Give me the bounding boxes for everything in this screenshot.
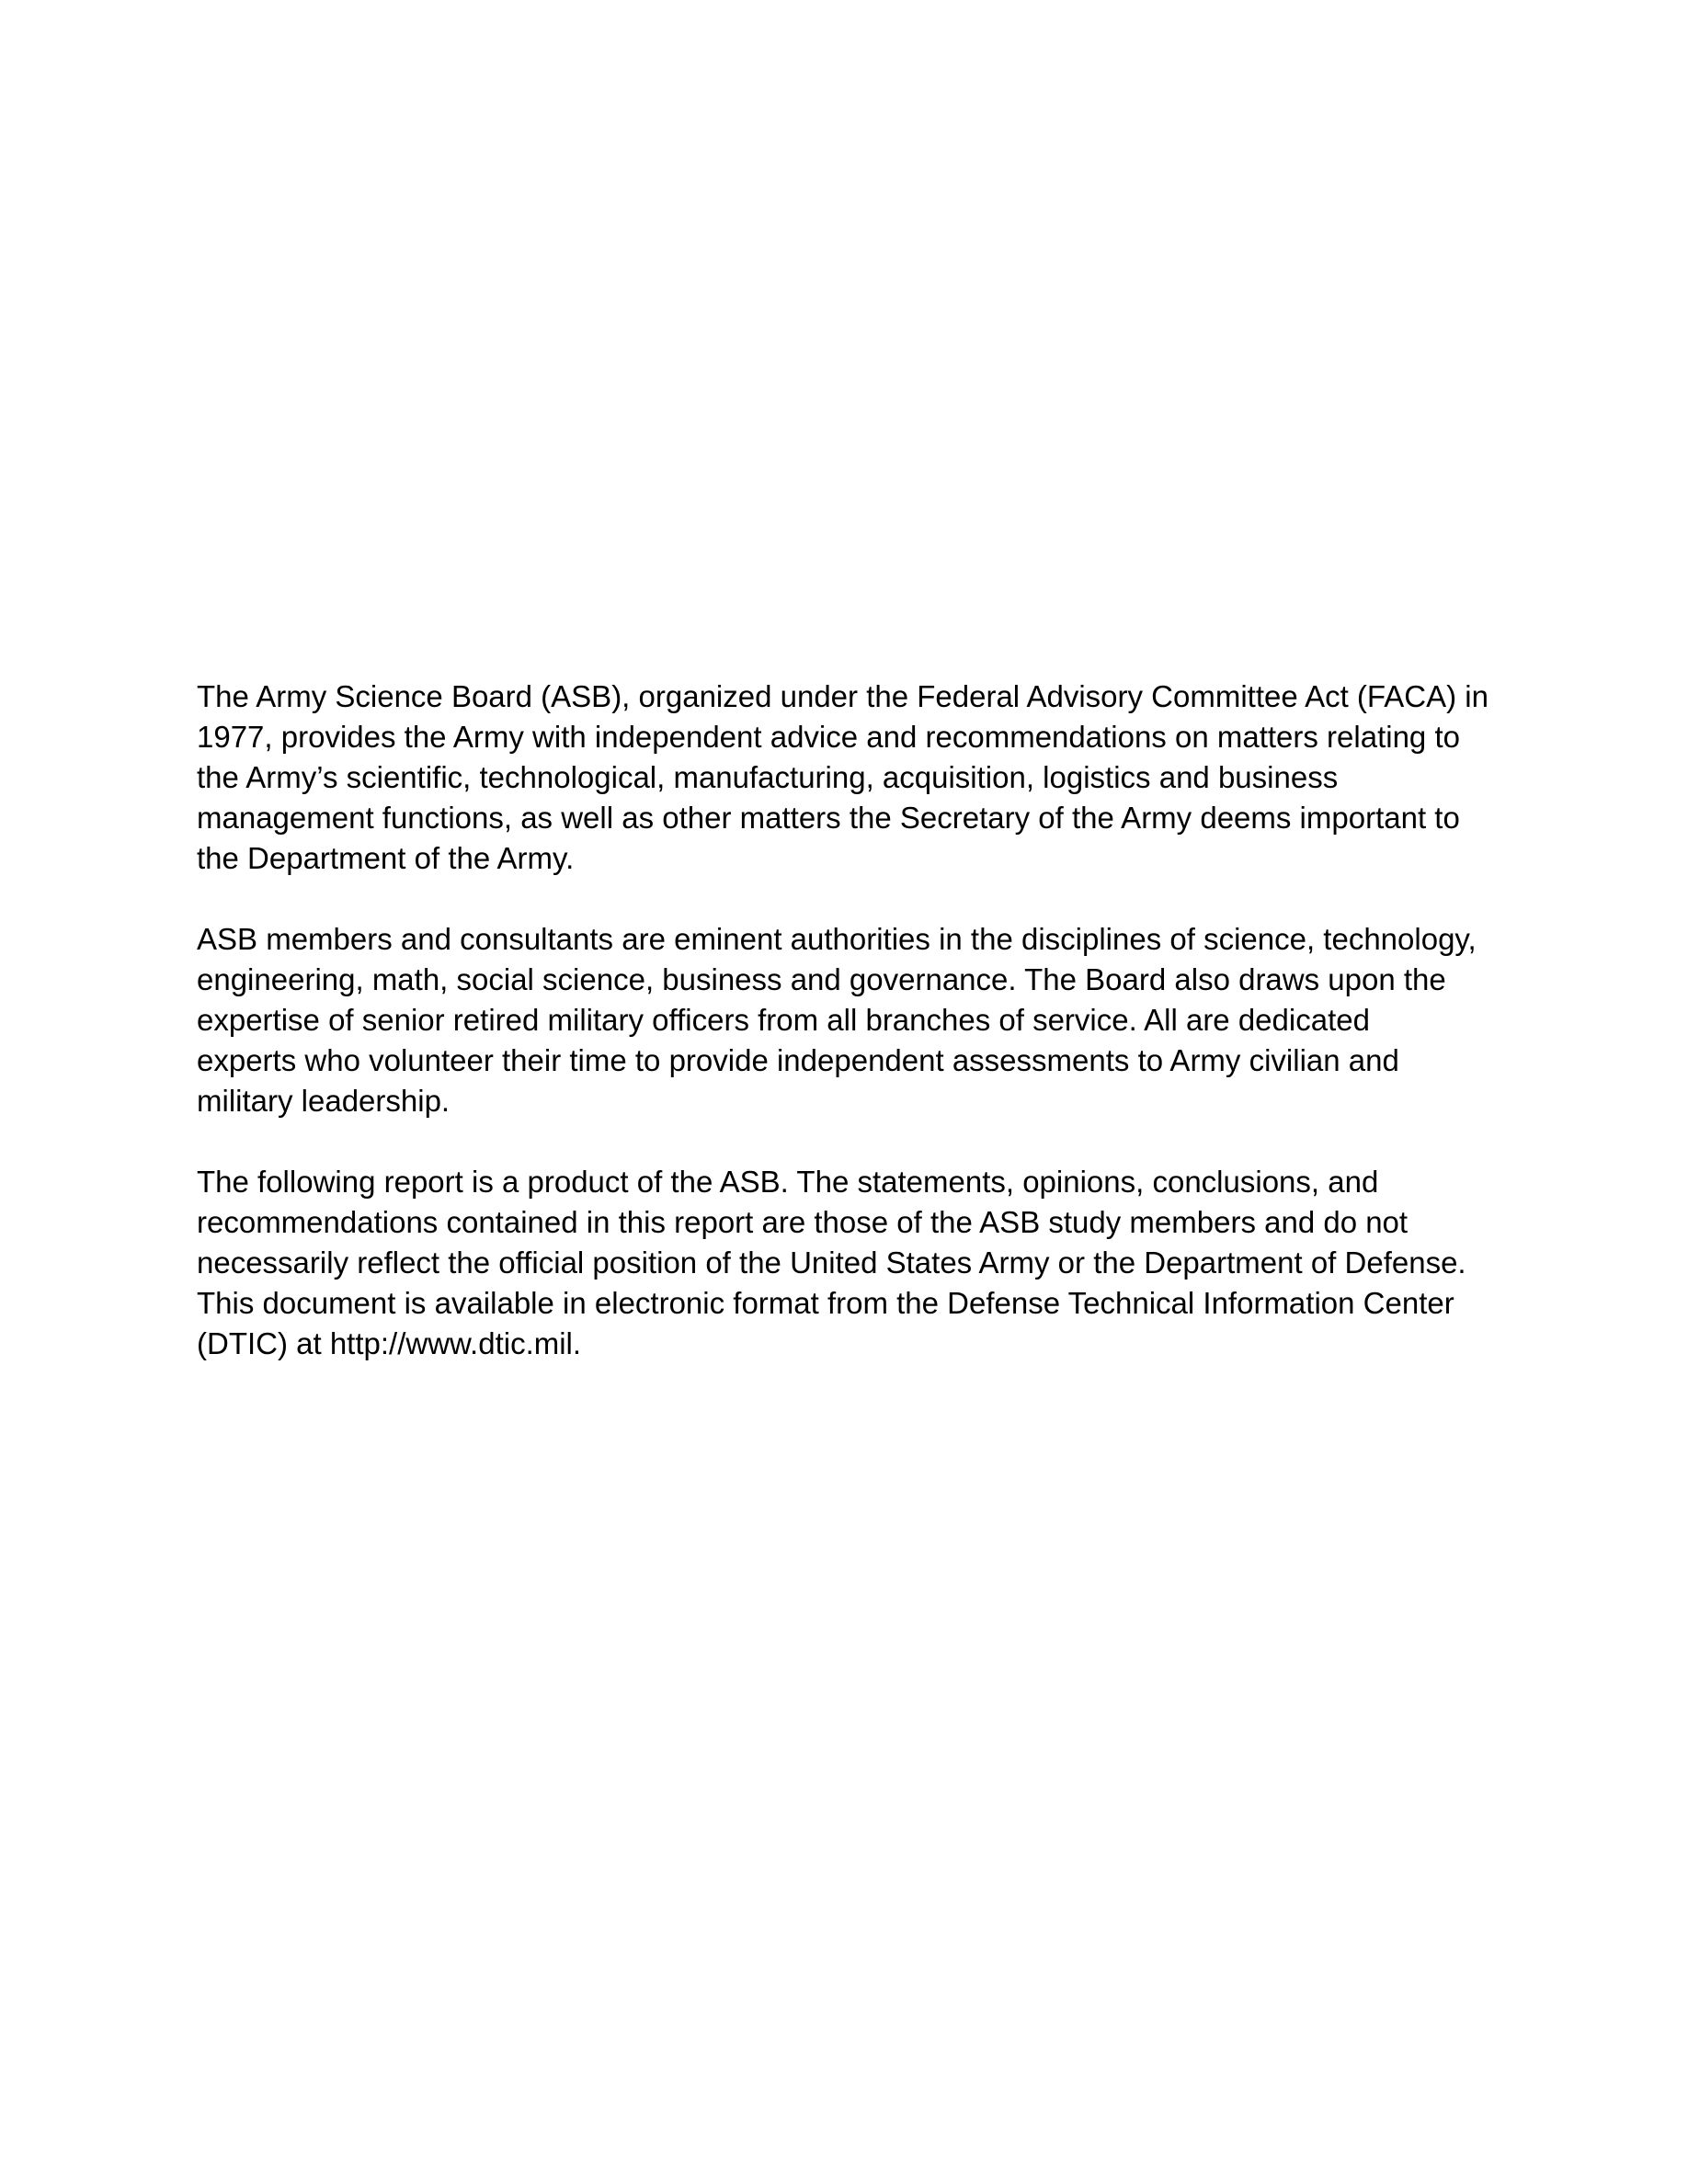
paragraph-line: recommendations contained in this report are those of the ASB study members and do not: [197, 1205, 1409, 1239]
paragraph-line: the Army’s scientific, technological, manufacturing, acquisition, logistics and business: [197, 760, 1339, 794]
paragraph-line: engineering, math, social science, business and governance. The Board also draws upon the: [197, 962, 1446, 996]
paragraph-line: The following report is a product of the ASB. The statements, opinions, conclusions, and: [197, 1165, 1379, 1199]
paragraph-line: the Department of the Army.: [197, 841, 575, 875]
paragraph-line: necessarily reflect the official position of the United States Army or the Department of Defense.: [197, 1246, 1466, 1280]
paragraph-line: 1977, provides the Army with independent advice and recommendations on matters relating to: [197, 720, 1460, 754]
paragraph-line: expertise of senior retired military officers from all branches of service. All are dedicated: [197, 1003, 1370, 1037]
paragraph-line: ASB members and consultants are eminent authorities in the disciplines of science, technology,: [197, 922, 1477, 956]
paragraph-line: The Army Science Board (ASB), organized under the Federal Advisory Committee Act (FACA) in: [197, 679, 1488, 713]
paragraph-asb-overview: [197, 677, 1511, 879]
paragraph-asb-members: [197, 919, 1511, 1121]
document-body: [197, 677, 1511, 1405]
paragraph-line: (DTIC) at http://www.dtic.mil.: [197, 1326, 582, 1360]
paragraph-report-disclaimer: [197, 1162, 1511, 1364]
paragraph-line: experts who volunteer their time to provide independent assessments to Army civilian and: [197, 1043, 1399, 1077]
paragraph-line: military leadership.: [197, 1084, 451, 1118]
paragraph-line: management functions, as well as other matters the Secretary of the Army deems important to: [197, 801, 1460, 835]
paragraph-line: This document is available in electronic format from the Defense Technical Information Center: [197, 1286, 1454, 1320]
